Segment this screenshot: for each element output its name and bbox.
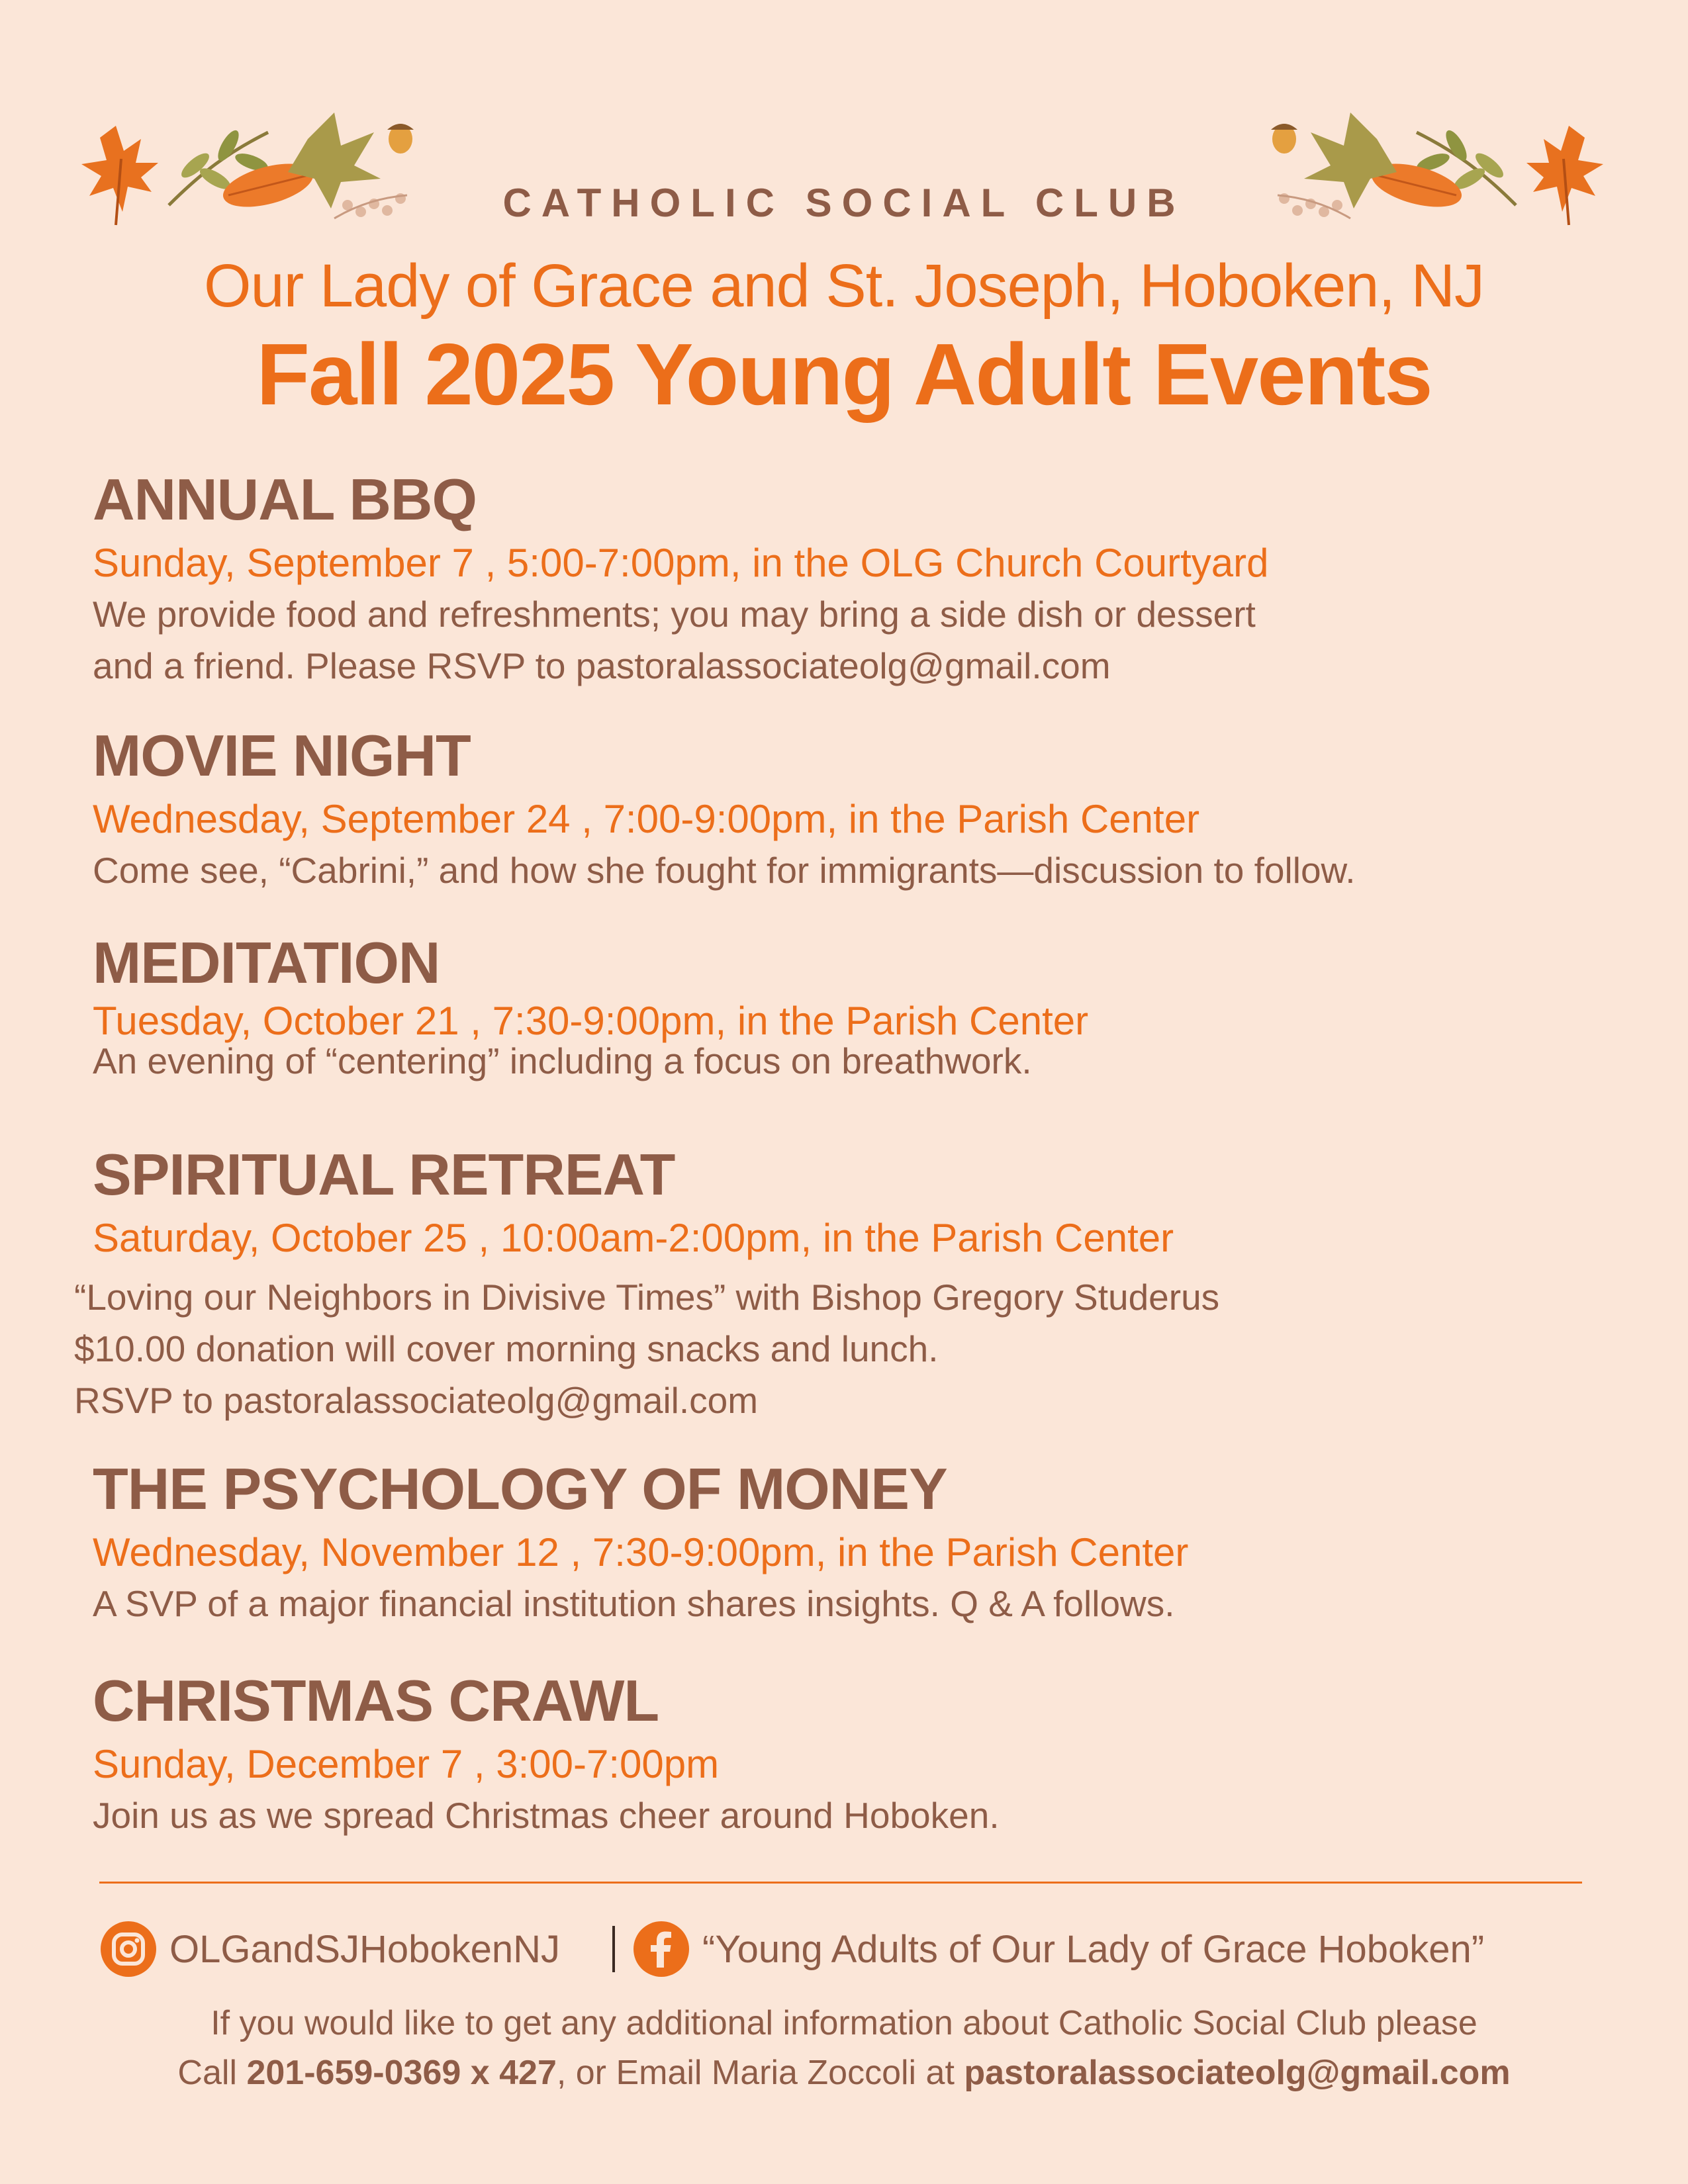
event-datetime: Wednesday, September 24 , 7:00-9:00pm, in the Parish Center [93,797,1200,841]
event-description: “Loving our Neighbors in Divisive Times” with Bishop Gregory Studerus $10.00 donation will cover morning snacks and lunch. RSVP to pastoralassociateolg@gmail.com [74,1277,1220,1421]
instagram-link[interactable] [99,1919,560,1979]
event-title: MOVIE NIGHT [93,723,471,788]
event-title: MEDITATION [93,930,440,995]
event-meditation [93,930,1628,1081]
contact-email-label: , or Email Maria Zoccoli at [556,2054,964,2092]
event-title: THE PSYCHOLOGY OF MONEY [93,1456,947,1522]
footer-divider-line [99,1882,1582,1884]
event-title: CHRISTMAS CRAWL [93,1668,659,1733]
contact-info [0,1999,1688,2098]
social-separator [612,1926,615,1972]
event-christmas-crawl [93,1668,1628,1841]
event-description: A SVP of a major financial institution shares insights. Q & A follows. [93,1583,1175,1624]
contact-line-1: If you would like to get any additional information about Catholic Social Club please [211,2004,1477,2042]
contact-email[interactable]: pastoralassociateolg@gmail.com [964,2054,1511,2092]
event-datetime: Sunday, September 7 , 5:00-7:00pm, in the OLG Church Courtyard [93,541,1269,585]
facebook-group-name: “Young Adults of Our Lady of Grace Hoboken” [702,1927,1485,1971]
event-annual-bbq [93,467,1628,692]
event-datetime: Wednesday, November 12 , 7:30-9:00pm, in the Parish Center [93,1530,1189,1574]
facebook-icon [632,1920,690,1978]
event-spiritual-retreat [74,1142,1628,1426]
page-title: Fall 2025 Young Adult Events [256,326,1432,423]
contact-call-label: Call [177,2054,247,2092]
contact-phone[interactable]: 201-659-0369 x 427 [246,2054,557,2092]
event-description: We provide food and refreshments; you may bring a side dish or dessert and a friend. Please RSVP to pastoralassociateolg@gmail.com [93,594,1256,686]
social-links [99,1919,1622,1979]
event-datetime: Tuesday, October 21 , 7:30-9:00pm, in the Parish Center [93,999,1089,1043]
facebook-link[interactable] [632,1919,1484,1979]
club-name: CATHOLIC SOCIAL CLUB [502,181,1186,225]
event-movie-night [93,723,1628,896]
event-title: SPIRITUAL RETREAT [93,1142,675,1207]
instagram-icon [99,1920,158,1978]
event-psychology-of-money [93,1456,1628,1629]
event-datetime: Saturday, October 25 , 10:00am-2:00pm, in the Parish Center [93,1216,1174,1260]
event-description: Come see, “Cabrini,” and how she fought for immigrants—discussion to follow. [93,850,1356,891]
event-description: An evening of “centering” including a focus on breathwork. [93,1040,1032,1081]
instagram-handle: OLGandSJHobokenNJ [169,1927,560,1971]
event-title: ANNUAL BBQ [93,467,477,532]
event-description: Join us as we spread Christmas cheer around Hoboken. [93,1795,1000,1836]
parish-name: Our Lady of Grace and St. Joseph, Hoboken, NJ [203,252,1485,320]
event-datetime: Sunday, December 7 , 3:00-7:00pm [93,1742,720,1786]
contact-line-2 [0,2048,1688,2098]
